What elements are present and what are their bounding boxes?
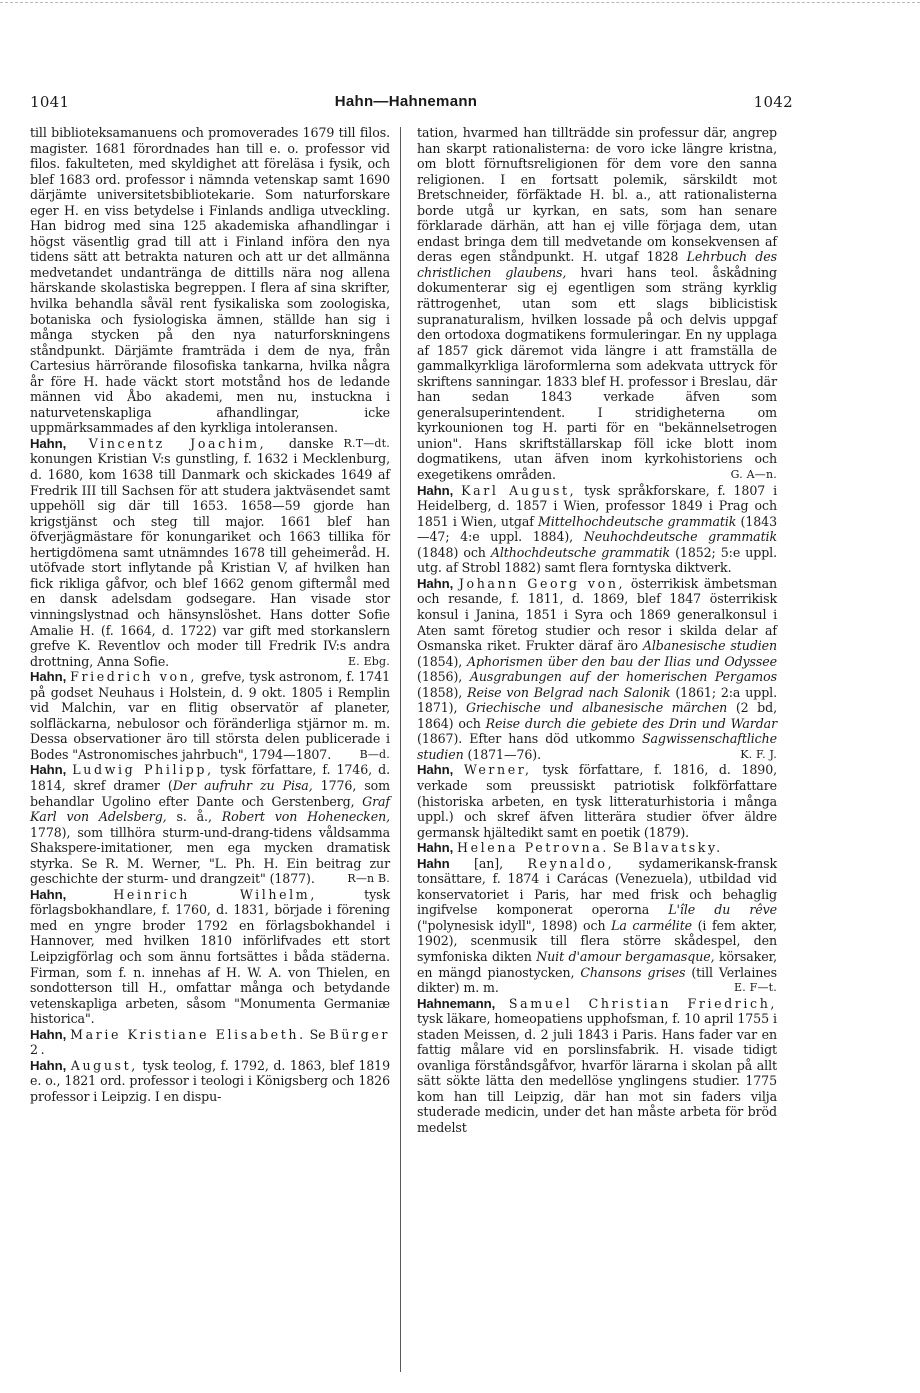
headword: Hahn, — [30, 1057, 67, 1073]
headword: Hahn, — [30, 886, 67, 902]
author-signature: G. A—n. — [730, 468, 777, 482]
entry-helena-petrovna: Hahn, Helena Petrovna. Se Blavatsky. — [417, 840, 723, 856]
author-signature: R—n B. — [347, 872, 390, 886]
entry-marie-kristiane: Hahn, Marie Kristiane Elisabeth. Se Bürger 2. — [30, 1026, 391, 1058]
headword: Hahn, — [417, 575, 454, 591]
entry-heinrich-wilhelm: Hahn, Heinrich Wilhelm, tysk förlagsbokhandlare, f. 1760, d. 1831, började i förening med en yngre broder 1792 en förlagsbokhandel i Hannover, med hvilken 1810 införlifvades ett stort Leipzigförlag och som ännu fortsättes i båda städerna. Firman, som f. n. innehas af H. W. A. von Thielen, en sondotterson till H., omfattar många och betydande vetenskapliga arbeten, såsom "Monumenta Germaniæ historica". — [30, 886, 391, 1027]
headword: Hahn, — [30, 1026, 67, 1042]
entry-karl-august: Hahn, Karl August, tysk språkforskare, f. 1807 i Heidelberg, d. 1857 i Wien, professor 1849 i Prag och 1851 i Wien, utgaf Mittelhochdeutsche grammatik (1843—47; 4:e uppl. 1884), Neuhochdeutsche grammatik (1848) och Althochdeutsche grammatik (1852; 5:e uppl. utg. af Strobl 1882) samt flera forntyska diktverk. — [417, 482, 778, 576]
entry-name: Helena Petrovna. — [457, 840, 609, 856]
entry-august: Hahn, August, tysk teolog, f. 1792, d. 1863, blef 1819 e. o., 1821 ord. professor i teologi i Königsberg och 1826 professor i Leipzig. I en dispu- — [30, 1057, 391, 1104]
entry-name: Marie Kristiane Elisabeth. — [70, 1026, 306, 1042]
headword: Hahn, — [30, 669, 67, 685]
column-divider — [400, 127, 401, 1372]
headword: Hahn, — [30, 435, 67, 451]
headword: Hahnemann, — [417, 995, 496, 1011]
entry-werner: Hahn, Werner, tysk författare, f. 1816, d. 1890, verkade som preussiskt patriotisk folkförfattare (historiska arbeten, en tysk litteraturhistoria i många uppl.) och skref äfven litterära studier öfver äldre germansk hjältedikt samt en poetik (1879). — [417, 762, 778, 840]
entry-continuation: till biblioteksamanuens och promoverades 1679 till filos. magister. 1681 förordnades han till e. o. professor vid filos. fakulteten, med skyldighet att föreläsa i fysik, och blef 1683 ord. professor i nämnda vetenskap samt 1690 därjämte universitetsbibliotekarie. Som naturforskare eger H. en viss betydelse i Finlands andliga utveckling. Han bidrog med sina 125 akademiska afhandlingar i högst väsentlig grad till att i Finland införa den nya tidens sätt att betrakta naturen och att ur det allmänna medvetandet undantränga de dittills nära nog allena härskande skolastiska begreppen. I flera af sina skrifter, hvilka behandla såväl rent fysikaliska som zoologiska, botaniska och fysiologiska ämnen, ställde han sig i många stycken på den nya naturforskningens ståndpunkt. Därjämte framträda i dem de nya, från Cartesius härrörande filosofiska tankarna, hvilka några år före H. hade väckt stort motstånd hos de ledande männen vid Åbo akademi, men nu, instuckna i naturvetenskapliga afhandlingar, icke uppmärksammades af den kyrkliga intoleransen. R.T—dt. — [30, 125, 390, 450]
entry-name: August, — [70, 1057, 138, 1073]
entry-name: Werner, — [463, 762, 532, 778]
author-signature: E. F—t. — [734, 981, 777, 995]
headword: Hahn, — [417, 762, 454, 778]
entry-vincentz-joachim: Hahn, Vincentz Joachim, danske konungen Kristian V:s gunstling, f. 1632 i Mecklenburg, d. 1680, kom 1638 till Danmark och skickades 1649 af Fredrik III till Sachsen för att studera jaktväsendet samt uppehöll sig där till 1653. 1658—59 gjorde han krigstjänst och steg till major. 1661 blef han öfverjägmästare för konungariket och 1663 tillika för hertigdömena samt utnämndes 1678 till geheimeråd. H. utöfvade stort inflytande på Kristian V, af hvilken han fick rikliga gåfvor, och blef 1662 genom giftermål med en dansk adelsdam godsegare. Han visade stor vinningslystnad och hänsynslöshet. Hans dotter Sofie Amalie H. (f. 1664, d. 1722) var gift med storkanslern grefve K. Reventlov och moder till Fredrik IV:s andra drottning, Anna Sofie. E. Ebg. — [30, 435, 390, 669]
entry-name: Karl August, — [461, 482, 577, 498]
cross-reference: Blavatsky. — [632, 840, 723, 856]
right-column — [417, 125, 777, 1136]
entry-name: Friedrich von, — [70, 669, 197, 685]
cross-reference: Bürger 2. — [30, 1026, 391, 1058]
entry-name: Ludwig Philipp, — [72, 762, 214, 778]
top-scan-edge — [0, 2, 920, 3]
entry-samuel-christian-friedrich: Hahnemann, Samuel Christian Friedrich, tysk läkare, homeopatiens upphofsman, f. 10 april 1755 i staden Meissen, d. 2 juli 1843 i Paris. Hans fader var en fattig målare vid en porslinsfabrik. H. visade tidigt ovanliga förståndsgåfvor, hvarför lärarna i skolan på allt sätt sökte lätta den medellöse ynglingens studier. 1775 kom han till Leipzig, där han mot sin faders vilja studerade medicin, under det han måste arbeta för bröd medelst — [417, 995, 778, 1135]
page-number-left: 1041 — [30, 93, 70, 111]
headword: Hahn, — [417, 840, 454, 856]
entry-name: Samuel Christian Friedrich, — [508, 995, 778, 1011]
entry-name: Heinrich Wilhelm, — [113, 886, 317, 902]
entry-ludwig-philipp: Hahn, Ludwig Philipp, tysk författare, f. 1746, d. 1814, skref dramer (Der aufruhr zu Pisa, 1776, som behandlar Ugolino efter Dante och Gerstenberg, Graf Karl von Adelsberg, s. å., Robert von Hohenecken, 1778), som tillhöra sturm-und-drang-tidens våldsamma Shakspere-imitationer, men ega mycken dramatisk styrka. Se R. M. Werner, "L. Ph. H. Ein beitrag zur geschichte der sturm- und drangzeit" (1877). R—n B. — [30, 762, 391, 887]
author-signature: K. F. J. — [740, 747, 777, 761]
entry-reynaldo: Hahn [an], Reynaldo, sydamerikansk-fransk tonsättare, f. 1874 i Carácas (Venezuela), utbildad vid konservatoriet i Paris, har med frisk och behaglig ingifvelse komponerat operorna L'île du rêve ("polynesisk idyll", 1898) och La carmélite (i fem akter, 1902), scenmusik till flera större skådespel, den symfoniska dikten Nuit d'amour bergamasque, körsaker, en mängd pianostycken, Chansons grises (till Verlaines dikter) m. m. E. F—t. — [417, 855, 778, 996]
entry-name: Vincentz Joachim, — [88, 435, 267, 451]
page-number-right: 1042 — [753, 93, 793, 111]
entry-friedrich-von: Hahn, Friedrich von, grefve, tysk astronom, f. 1741 på godset Neuhaus i Holstein, d. 9 okt. 1805 i Remplin vid Malchin, var en flitig observatör af planeter, solfläckarna, nebulosor och föränderliga stjärnor m. m. Dessa observationer äro till största delen publicerade i Bodes "Astronomisches jahrbuch", 1794—1807. B—d. — [30, 669, 391, 762]
entry-name: Johann Georg von, — [458, 575, 626, 591]
headword: Hahn, — [30, 762, 67, 778]
entry-name: Reynaldo, — [527, 855, 615, 871]
running-header: Hahn—Hahnemann — [334, 93, 478, 110]
headword: Hahn, — [417, 482, 454, 498]
left-column — [30, 125, 390, 1104]
entry-johann-georg: Hahn, Johann Georg von, österrikisk ämbetsman och resande, f. 1811, d. 1869, blef 1847 österrikisk konsul i Janina, 1851 i Syra och 1869 generalkonsul i Aten samt företog studier och resor i skilda delar af Osmanska riket. Frukter däraf äro Albanesische studien (1854), Aphorismen über den bau der Ilias und Odyssee (1856), Ausgrabungen auf der homerischen Pergamos (1858), Reise von Belgrad nach Salonik (1861; 2:a uppl. 1871), Griechische und albanesische märchen (2 bd, 1864) och Reise durch die gebiete des Drin und Wardar (1867). Efter hans död utkommo Sagwissenschaftliche studien (1871—76). K. F. J. — [417, 575, 778, 762]
author-signature: R.T—dt. — [343, 436, 390, 450]
headword: Hahn — [417, 855, 450, 871]
author-signature: E. Ebg. — [347, 654, 390, 668]
author-signature: B—d. — [359, 747, 390, 761]
entry-august-continued: tation, hvarmed han tillträdde sin professur där, angrep han skarpt rationalisterna: de voro icke längre kristna, om blott förnuftsreligionen för dem vore den sanna religionen. I en fortsatt polemik, särskildt mot Bretschneider, förfäktade H. bl. a., att rationalisterna borde utgå ur kyrkan, en sats, som han senare förklarade därhän, att han ej ville förjaga dem, utan endast bringa dem till medvetande om konsekvensen af deras egen ståndpunkt. H. utgaf 1828 Lehrbuch des christlichen glaubens, hvari hans teol. åskådning dokumenterar sig ej egentligen som sträng kyrklig rättrogenhet, utan som ett slags biblicistisk supranaturalism, hvilken lossade på och delvis uppgaf den ortodoxa dogmatikens formuleringar. En ny upplaga af 1857 gick däremot vida längre i att framställa de gammalkyrkliga läroformlerna som adekvata uttryck för skriftens sanningar. 1833 blef H. professor i Breslau, där han sedan 1843 verkade äfven som generalsuperintendent. I stridigheterna om kyrkounionen tog H. parti för en "bekännelsetrogen union". Hans skriftställarskap föll icke blott inom dogmatikens, utan äfven inom kyrkohistoriens och exegetikens områden. G. A—n. — [417, 125, 778, 483]
